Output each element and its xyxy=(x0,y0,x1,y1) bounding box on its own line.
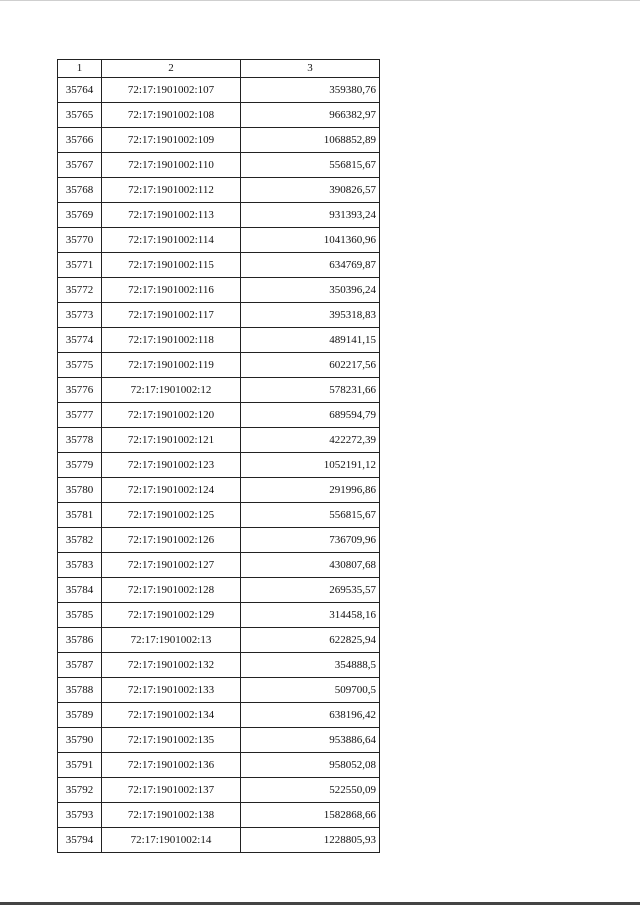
cadastral-value-cell: 359380,76 xyxy=(241,78,380,103)
row-number-cell: 35784 xyxy=(58,578,102,603)
cadastral-value-cell: 1052191,12 xyxy=(241,453,380,478)
table-row xyxy=(58,553,380,578)
cadastral-number-cell: 72:17:1901002:133 xyxy=(102,678,241,703)
table-row xyxy=(58,728,380,753)
table-row xyxy=(58,303,380,328)
cadastral-value-cell: 638196,42 xyxy=(241,703,380,728)
cadastral-value-cell: 395318,83 xyxy=(241,303,380,328)
cadastral-number-cell: 72:17:1901002:137 xyxy=(102,778,241,803)
table-row xyxy=(58,428,380,453)
cadastral-number-cell: 72:17:1901002:132 xyxy=(102,653,241,678)
row-number-cell: 35764 xyxy=(58,78,102,103)
header-col-1: 1 xyxy=(58,60,102,78)
cadastral-number-cell: 72:17:1901002:113 xyxy=(102,203,241,228)
row-number-cell: 35776 xyxy=(58,378,102,403)
cadastral-value-cell: 522550,09 xyxy=(241,778,380,803)
row-number-cell: 35771 xyxy=(58,253,102,278)
row-number-cell: 35793 xyxy=(58,803,102,828)
cadastral-value-cell: 390826,57 xyxy=(241,178,380,203)
cadastral-value-cell: 736709,96 xyxy=(241,528,380,553)
table-row xyxy=(58,153,380,178)
row-number-cell: 35779 xyxy=(58,453,102,478)
table-row xyxy=(58,628,380,653)
cadastral-value-cell: 966382,97 xyxy=(241,103,380,128)
table-row xyxy=(58,778,380,803)
table-row xyxy=(58,753,380,778)
page-top-edge xyxy=(0,0,640,1)
cadastral-value-cell: 578231,66 xyxy=(241,378,380,403)
cadastral-number-cell: 72:17:1901002:115 xyxy=(102,253,241,278)
header-col-3: 3 xyxy=(241,60,380,78)
cadastral-value-cell: 1068852,89 xyxy=(241,128,380,153)
row-number-cell: 35782 xyxy=(58,528,102,553)
row-number-cell: 35788 xyxy=(58,678,102,703)
cadastral-number-cell: 72:17:1901002:120 xyxy=(102,403,241,428)
table-row xyxy=(58,528,380,553)
row-number-cell: 35792 xyxy=(58,778,102,803)
row-number-cell: 35775 xyxy=(58,353,102,378)
row-number-cell: 35789 xyxy=(58,703,102,728)
cadastral-number-cell: 72:17:1901002:13 xyxy=(102,628,241,653)
cadastral-value-cell: 1582868,66 xyxy=(241,803,380,828)
cadastral-value-cell: 931393,24 xyxy=(241,203,380,228)
cadastral-number-cell: 72:17:1901002:138 xyxy=(102,803,241,828)
table-row xyxy=(58,653,380,678)
table-row xyxy=(58,78,380,103)
cadastral-number-cell: 72:17:1901002:119 xyxy=(102,353,241,378)
cadastral-number-cell: 72:17:1901002:124 xyxy=(102,478,241,503)
row-number-cell: 35768 xyxy=(58,178,102,203)
table-header xyxy=(58,60,380,78)
cadastral-number-cell: 72:17:1901002:117 xyxy=(102,303,241,328)
cadastral-number-cell: 72:17:1901002:129 xyxy=(102,603,241,628)
table-row xyxy=(58,278,380,303)
row-number-cell: 35766 xyxy=(58,128,102,153)
cadastral-value-cell: 350396,24 xyxy=(241,278,380,303)
cadastral-value-cell: 556815,67 xyxy=(241,503,380,528)
cadastral-number-cell: 72:17:1901002:127 xyxy=(102,553,241,578)
row-number-cell: 35781 xyxy=(58,503,102,528)
cadastral-number-cell: 72:17:1901002:121 xyxy=(102,428,241,453)
table-body xyxy=(58,78,380,853)
cadastral-number-cell: 72:17:1901002:123 xyxy=(102,453,241,478)
cadastral-number-cell: 72:17:1901002:114 xyxy=(102,228,241,253)
header-row xyxy=(58,60,380,78)
table-row xyxy=(58,828,380,853)
cadastral-number-cell: 72:17:1901002:136 xyxy=(102,753,241,778)
cadastral-value-cell: 1228805,93 xyxy=(241,828,380,853)
cadastral-value-cell: 1041360,96 xyxy=(241,228,380,253)
cadastral-number-cell: 72:17:1901002:14 xyxy=(102,828,241,853)
cadastral-number-cell: 72:17:1901002:134 xyxy=(102,703,241,728)
row-number-cell: 35773 xyxy=(58,303,102,328)
cadastral-value-cell: 622825,94 xyxy=(241,628,380,653)
cadastral-value-cell: 953886,64 xyxy=(241,728,380,753)
row-number-cell: 35794 xyxy=(58,828,102,853)
row-number-cell: 35772 xyxy=(58,278,102,303)
cadastral-number-cell: 72:17:1901002:116 xyxy=(102,278,241,303)
cadastral-value-cell: 634769,87 xyxy=(241,253,380,278)
row-number-cell: 35769 xyxy=(58,203,102,228)
table-row xyxy=(58,353,380,378)
cadastral-value-cell: 489141,15 xyxy=(241,328,380,353)
table-row xyxy=(58,453,380,478)
table-row xyxy=(58,703,380,728)
cadastral-value-cell: 422272,39 xyxy=(241,428,380,453)
cadastral-number-cell: 72:17:1901002:118 xyxy=(102,328,241,353)
row-number-cell: 35786 xyxy=(58,628,102,653)
row-number-cell: 35774 xyxy=(58,328,102,353)
table-row xyxy=(58,578,380,603)
cadastral-number-cell: 72:17:1901002:107 xyxy=(102,78,241,103)
cadastral-value-cell: 958052,08 xyxy=(241,753,380,778)
row-number-cell: 35787 xyxy=(58,653,102,678)
row-number-cell: 35785 xyxy=(58,603,102,628)
table-row xyxy=(58,678,380,703)
cadastral-value-cell: 430807,68 xyxy=(241,553,380,578)
cadastral-value-cell: 556815,67 xyxy=(241,153,380,178)
row-number-cell: 35765 xyxy=(58,103,102,128)
cadastral-value-table xyxy=(57,59,380,853)
table-row xyxy=(58,378,380,403)
cadastral-number-cell: 72:17:1901002:112 xyxy=(102,178,241,203)
cadastral-value-cell: 314458,16 xyxy=(241,603,380,628)
table-row xyxy=(58,128,380,153)
table-row xyxy=(58,103,380,128)
cadastral-number-cell: 72:17:1901002:108 xyxy=(102,103,241,128)
row-number-cell: 35770 xyxy=(58,228,102,253)
table-row xyxy=(58,228,380,253)
table-row xyxy=(58,478,380,503)
cadastral-value-cell: 354888,5 xyxy=(241,653,380,678)
table-row xyxy=(58,403,380,428)
row-number-cell: 35780 xyxy=(58,478,102,503)
row-number-cell: 35777 xyxy=(58,403,102,428)
table-row xyxy=(58,253,380,278)
table-row xyxy=(58,803,380,828)
cadastral-value-cell: 602217,56 xyxy=(241,353,380,378)
row-number-cell: 35783 xyxy=(58,553,102,578)
cadastral-value-cell: 689594,79 xyxy=(241,403,380,428)
table-row xyxy=(58,503,380,528)
header-col-2: 2 xyxy=(102,60,241,78)
cadastral-value-cell: 509700,5 xyxy=(241,678,380,703)
row-number-cell: 35778 xyxy=(58,428,102,453)
table-row xyxy=(58,178,380,203)
table-row xyxy=(58,328,380,353)
cadastral-number-cell: 72:17:1901002:126 xyxy=(102,528,241,553)
cadastral-number-cell: 72:17:1901002:128 xyxy=(102,578,241,603)
cadastral-number-cell: 72:17:1901002:110 xyxy=(102,153,241,178)
cadastral-value-cell: 291996,86 xyxy=(241,478,380,503)
cadastral-number-cell: 72:17:1901002:125 xyxy=(102,503,241,528)
cadastral-number-cell: 72:17:1901002:135 xyxy=(102,728,241,753)
row-number-cell: 35767 xyxy=(58,153,102,178)
row-number-cell: 35790 xyxy=(58,728,102,753)
cadastral-value-cell: 269535,57 xyxy=(241,578,380,603)
table-row xyxy=(58,203,380,228)
table-row xyxy=(58,603,380,628)
row-number-cell: 35791 xyxy=(58,753,102,778)
cadastral-number-cell: 72:17:1901002:12 xyxy=(102,378,241,403)
cadastral-number-cell: 72:17:1901002:109 xyxy=(102,128,241,153)
